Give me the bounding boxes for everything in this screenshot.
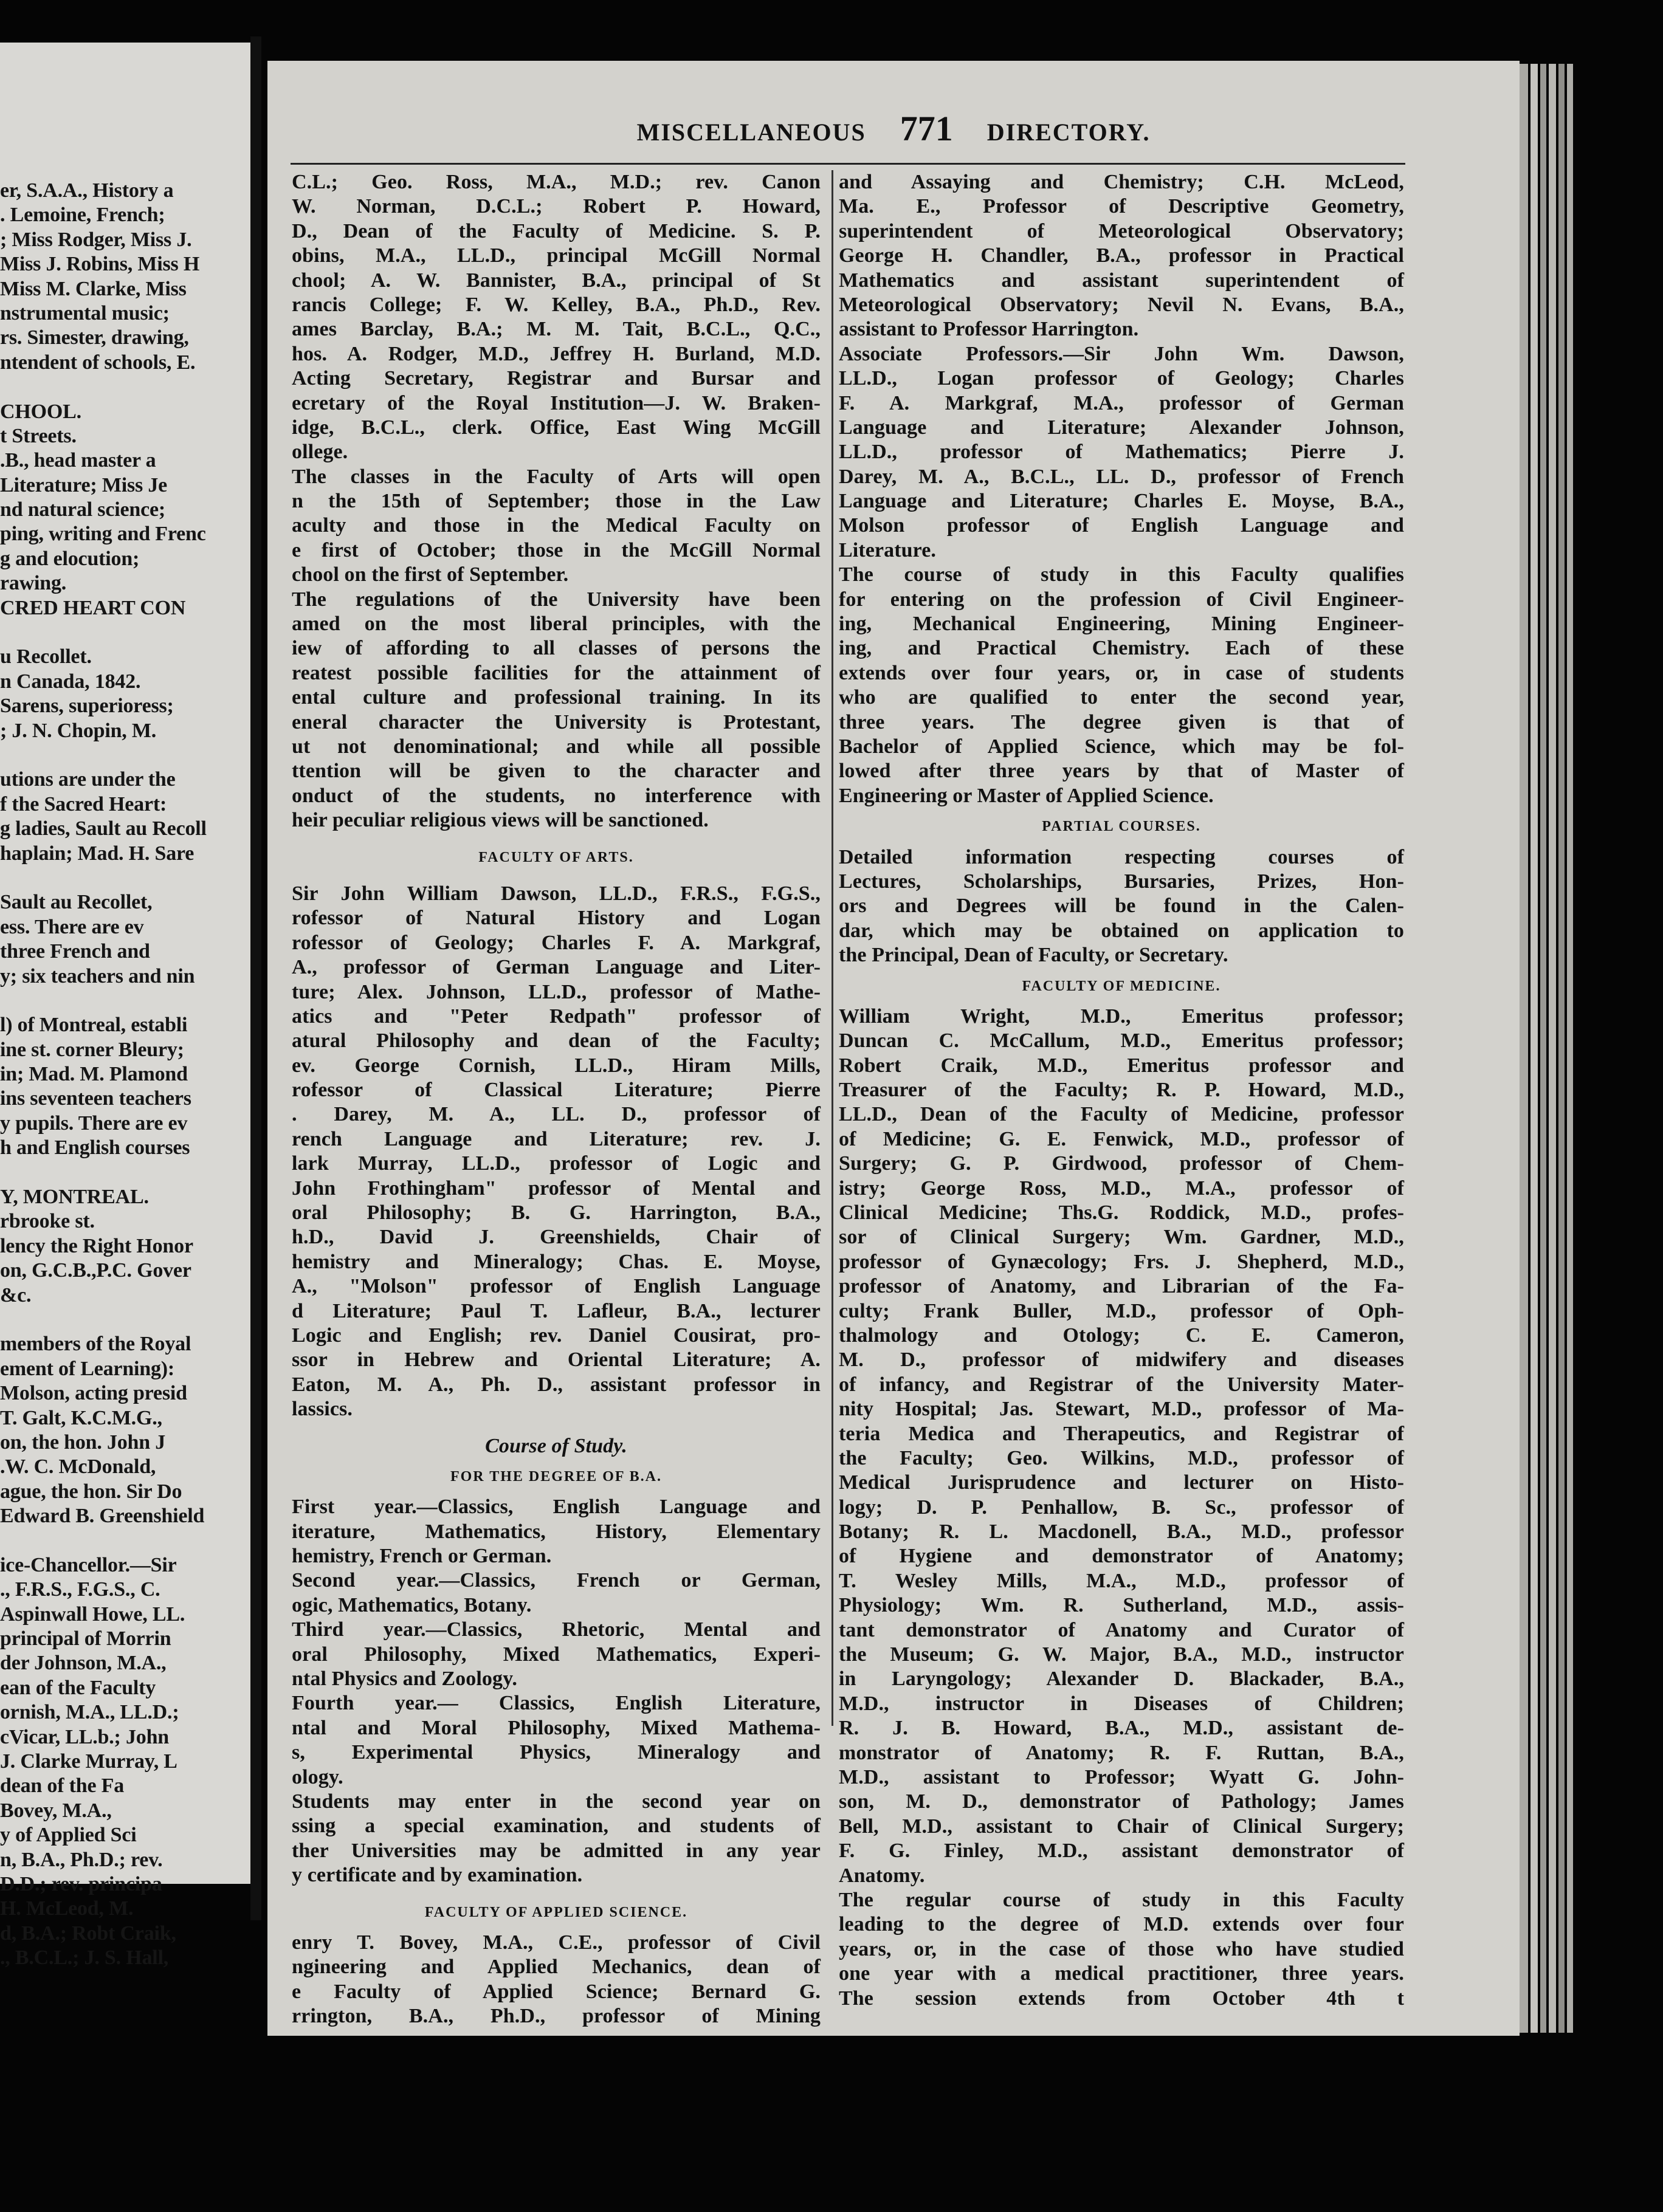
text-line: lark Murray, LL.D., professor of Logic and [292,1152,821,1175]
facing-page-line: y of Applied Sci [0,1824,137,1847]
running-header [267,108,1520,149]
text-line: Meteorological Observatory; Nevil N. Evans, B.A., [839,293,1404,316]
section-heading: PARTIAL COURSES. [1042,819,1201,835]
facing-page-line: . Lemoine, French; [0,204,165,227]
text-line: Bell, M.D., assistant to Chair of Clinical Surgery; [839,1815,1404,1838]
text-line: ing, and Practical Chemistry. Each of these [839,637,1404,660]
facing-page-line: Aspinwall Howe, LL. [0,1602,185,1626]
text-line: ther Universities may be admitted in any year [292,1839,821,1862]
text-line: nity Hospital; Jas. Stewart, M.D., professor of Ma- [839,1398,1404,1421]
text-line: of infancy, and Registrar of the University Mater- [839,1373,1404,1396]
text-line: Anatomy. [839,1864,925,1887]
header-right-word: DIRECTORY. [986,118,1151,146]
text-line: professor of Anatomy, and Librarian of the Fa- [839,1275,1404,1298]
text-line: W. Norman, D.C.L.; Robert P. Howard, [292,195,821,218]
section-heading: FACULTY OF ARTS. [478,849,634,865]
text-line: LL.D., Logan professor of Geology; Charles [839,367,1404,390]
text-line: sor of Clinical Surgery; Wm. Gardner, M.D., [839,1226,1404,1249]
facing-page-line: u Recollet. [0,645,92,668]
text-line: in Laryngology; Alexander D. Blackader, B.A., [839,1668,1404,1691]
text-line: ames Barclay, B.A.; M. M. Tait, B.C.L., Q.C., [292,318,821,341]
facing-page-line: ins seventeen teachers [0,1087,191,1110]
text-line: professor of Gynæcology; Frs. J. Shepherd, M.D., [839,1250,1404,1273]
text-line: Eaton, M. A., Ph. D., assistant professor in [292,1373,821,1396]
subsection-heading: Course of Study. [485,1434,627,1457]
page-edge [1530,64,1538,2033]
text-line: teria Medica and Therapeutics, and Registrar of [839,1422,1404,1445]
text-line: Acting Secretary, Registrar and Bursar and [292,367,821,390]
spacer [292,833,821,845]
page-edge [1549,64,1556,2033]
facing-page-line: Sault au Recollet, [0,891,153,914]
spacer [292,1458,821,1465]
facing-page-line: J. Clarke Murray, L [0,1750,177,1773]
facing-page-line: utions are under the [0,768,176,791]
facing-page-line: g ladies, Sault au Recoll [0,817,207,840]
facing-page-line: n Canada, 1842. [0,670,141,693]
page-edge [1520,64,1528,2033]
facing-page-line: T. Galt, K.C.M.G., [0,1406,162,1429]
text-line: Duncan C. McCallum, M.D., Emeritus professor; [839,1029,1404,1053]
text-line: ngineering and Applied Mechanics, dean of [292,1956,821,1979]
text-line: onduct of the students, no interference with [292,784,821,807]
facing-page-line [0,866,267,890]
text-line: Medical Jurisprudence and lecturer on Histo- [839,1471,1404,1494]
text-line: hos. A. Rodger, M.D., Jeffrey H. Burland, M.D. [292,342,821,365]
text-line: rench Language and Literature; rev. J. [292,1127,821,1150]
facing-page-line: rs. Simester, drawing, [0,326,189,349]
facing-page-line: f the Sacred Heart: [0,792,167,816]
text-line: logy; D. P. Penhallow, B. Sc., professor of [839,1496,1404,1519]
text-line: George H. Chandler, B.A., professor in Practical [839,244,1404,267]
spacer [839,998,1404,1005]
text-line: Physiology; Wm. R. Sutherland, M.D., assis- [839,1594,1404,1617]
book-gutter [250,36,261,1920]
text-line: The regular course of study in this Faculty [839,1888,1404,1911]
text-line: superintendent of Meteorological Observatory; [839,219,1404,242]
facing-page-line: nstrumental music; [0,301,170,325]
text-line: ology. [292,1765,343,1788]
facing-page-line [0,989,267,1013]
text-line: R. J. B. Howard, B.A., M.D., assistant de- [839,1717,1404,1740]
text-line: rrington, B.A., Ph.D., professor of Mining [292,2005,821,2028]
text-line: ing, Mechanical Engineering, Mining Engineer- [839,613,1404,636]
text-line: F. G. Finley, M.D., assistant demonstrator of [839,1839,1404,1863]
text-line: Robert Craik, M.D., Emeritus professor and [839,1054,1404,1077]
facing-page-line [0,1161,267,1185]
facing-page-line: der Johnson, M.A., [0,1652,167,1675]
facing-page-line [0,1308,267,1332]
text-line: T. Wesley Mills, M.A., M.D., professor of [839,1569,1404,1592]
text-line: ev. George Cornish, LL.D., Hiram Mills, [292,1054,821,1077]
text-line: assistant to Professor Harrington. [839,318,1139,341]
facing-page-line: .B., head master a [0,449,156,472]
facing-page-line: ague, the hon. Sir Do [0,1480,182,1503]
text-line: rancis College; F. W. Kelley, B.A., Ph.D., Rev. [292,293,821,316]
facing-page-line: Miss M. Clarke, Miss [0,277,187,300]
text-line: Language and Literature; Charles E. Moyse, B.A., [839,490,1404,513]
text-line: iterature, Mathematics, History, Elementary [292,1520,821,1543]
text-line: son, M. D., demonstrator of Pathology; James [839,1790,1404,1813]
text-line: reatest possible facilities for the attainment of [292,661,821,684]
text-line: ental culture and professional training. In its [292,686,821,709]
text-line: d Literature; Paul T. Lafleur, B.A., lecturer [292,1299,821,1322]
facing-page-line: haplain; Mad. H. Sare [0,842,195,865]
page-number: 771 [900,109,953,148]
page-edge [1540,64,1546,2033]
facing-page-line: ., B.C.L.; J. S. Hall, [0,1946,169,1970]
text-line: John Frothingham" professor of Mental and [292,1176,821,1200]
text-line: monstrator of Anatomy; R. F. Ruttan, B.A., [839,1741,1404,1764]
text-line: oral Philosophy; B. G. Harrington, B.A., [292,1201,821,1224]
text-line: rofessor of Geology; Charles F. A. Markgraf, [292,931,821,954]
text-line: years, or, in the case of those who have studied [839,1937,1404,1960]
facing-page-line: y pupils. There are ev [0,1111,188,1135]
text-line: three years. The degree given is that of [839,710,1404,733]
text-line: Sir John William Dawson, LL.D., F.R.S., F.G.S., [292,882,821,905]
section-heading: FACULTY OF APPLIED SCIENCE. [424,1904,688,1920]
page-edge [1558,64,1565,2033]
facing-page-line: n, B.A., Ph.D.; rev. [0,1848,163,1871]
facing-page-line: three French and [0,940,150,963]
facing-page-line: CRED HEART CON [0,596,186,619]
facing-page-line: on, G.C.B.,P.C. Gover [0,1259,191,1282]
text-line: Logic and English; rev. Daniel Cousirat, pro- [292,1324,821,1347]
facing-page-line: Bovey, M.A., [0,1799,112,1822]
text-line: The session extends from October 4th t [839,1987,1404,2010]
text-line: LL.D., Dean of the Faculty of Medicine, professor [839,1103,1404,1126]
facing-page-line: ornish, M.A., LL.D.; [0,1701,179,1724]
text-line: Mathematics and assistant superintendent of [839,269,1404,292]
text-line: the Museum; G. W. Major, B.A., M.D., instructor [839,1643,1404,1666]
text-line: M.D., instructor in Diseases of Children; [839,1692,1404,1715]
facing-page-line: ; J. N. Chopin, M. [0,719,157,742]
facing-page-line: ean of the Faculty [0,1676,156,1699]
facing-page-line: Molson, acting presid [0,1382,187,1405]
text-line: Detailed information respecting courses of [839,845,1404,868]
facing-page-line: ntendent of schools, E. [0,351,196,374]
facing-page-line: g and elocution; [0,547,140,570]
spacer [292,1422,821,1434]
facing-page-line: ess. There are ev [0,915,144,938]
text-line: atural Philosophy and dean of the Faculty; [292,1029,821,1053]
text-line: dar, which may be obtained on application to [839,919,1404,942]
column-divider [831,170,833,1726]
facing-page-line: Y, MONTREAL. [0,1186,149,1209]
facing-page-line: on, the hon. John J [0,1431,166,1454]
facing-page-line [0,743,267,768]
facing-page-line: d, B.A.; Robt Craik, [0,1922,176,1945]
text-line: eneral character the University is Protestant, [292,710,821,733]
facing-page-line: ement of Learning): [0,1357,175,1380]
spacer [839,968,1404,974]
text-line: Darey, M. A., B.C.L., LL. D., professor of French [839,465,1404,488]
text-line: chool; A. W. Bannister, B.A., principal of St [292,269,821,292]
facing-page-line: in; Mad. M. Plamond [0,1063,188,1086]
text-line: of Medicine; G. E. Fenwick, M.D., professor of [839,1127,1404,1150]
facing-page-line: principal of Morrin [0,1627,171,1650]
facing-page-line: l) of Montreal, establi [0,1014,188,1037]
text-line: Ma. E., Professor of Descriptive Geometry, [839,195,1404,218]
section-heading: FACULTY OF MEDICINE. [1022,978,1221,994]
facing-page-line: lency the Right Honor [0,1234,193,1257]
text-line: The classes in the Faculty of Arts will open [292,465,821,488]
text-line: Associate Professors.—Sir John Wm. Dawson, [839,342,1404,365]
text-line: n the 15th of September; those in the Law [292,490,821,513]
text-line: lassics. [292,1398,353,1421]
facing-page-line: &c. [0,1283,32,1307]
text-line: The course of study in this Faculty qualifies [839,563,1404,586]
text-line: F. A. Markgraf, M.A., professor of German [839,391,1404,414]
text-line: tant demonstrator of Anatomy and Curator of [839,1618,1404,1641]
text-line: rofessor of Classical Literature; Pierre [292,1079,821,1102]
text-line: chool on the first of September. [292,563,569,586]
text-line: and Assaying and Chemistry; C.H. McLeod, [839,171,1404,193]
text-line: who are qualified to enter the second year, [839,686,1404,709]
facing-page-line: ping, writing and Frenc [0,523,206,546]
facing-page-line: er, S.A.A., History a [0,179,174,202]
facing-page-line: ice-Chancellor.—Sir [0,1553,177,1576]
text-line: C.L.; Geo. Ross, M.A., M.D.; rev. Canon [292,171,821,193]
text-line: Bachelor of Applied Science, which may be fol- [839,735,1404,758]
facing-page-line: Miss J. Robins, Miss H [0,253,200,276]
text-line: y certificate and by examination. [292,1864,583,1887]
text-line: iew of affording to all classes of persons the [292,637,821,660]
text-line: heir peculiar religious views will be sanctioned. [292,809,709,832]
facing-page-line [0,375,267,399]
right-column [839,170,1404,2011]
text-line: Engineering or Master of Applied Science. [839,784,1214,807]
text-line: e first of October; those in the McGill Normal [292,538,821,562]
text-line: one year with a medical practitioner, three years. [839,1962,1404,1985]
text-line: M. D., professor of midwifery and diseases [839,1348,1404,1372]
text-line: ttention will be given to the character and [292,760,821,783]
text-line: LL.D., professor of Mathematics; Pierre J. [839,441,1404,464]
text-line: M.D., assistant to Professor; Wyatt G. John- [839,1766,1404,1788]
header-left-word: MISCELLANEOUS [636,118,866,146]
spacer [292,1925,821,1931]
text-line: hemistry and Mineralogy; Chas. E. Moyse, [292,1250,821,1273]
text-line: aculty and those in the Medical Faculty on [292,514,821,537]
facing-page-line: members of the Royal [0,1333,191,1356]
facing-page-line: ine st. corner Bleury; [0,1038,184,1061]
text-line: for entering on the profession of Civil Engineer- [839,588,1404,611]
text-line: enry T. Bovey, M.A., C.E., professor of Civil [292,1931,821,1954]
facing-page-line: y; six teachers and nin [0,964,195,987]
text-line: the Faculty; Geo. Wilkins, M.D., professor of [839,1446,1404,1469]
facing-page-line: Edward B. Greenshield [0,1505,205,1528]
facing-page-line: ; Miss Rodger, Miss J. [0,228,192,251]
text-line: Clinical Medicine; Ths.G. Roddick, M.D., profes- [839,1201,1404,1224]
text-line: rofessor of Natural History and Logan [292,907,821,930]
facing-page-text [0,179,267,1971]
header-rule [291,163,1405,165]
text-line: ollege. [292,441,348,464]
text-line: First year.—Classics, English Language and [292,1496,821,1519]
facing-page-line: t Streets. [0,424,77,447]
page-edge [1567,64,1573,2033]
facing-page-line: dean of the Fa [0,1774,125,1798]
text-line: amed on the most liberal principles, with the [292,613,821,636]
text-line: Treasurer of the Faculty; R. P. Howard, M.D., [839,1079,1404,1102]
text-line: atics and "Peter Redpath" professor of [292,1005,821,1028]
text-line: idge, B.C.L., clerk. Office, East Wing McGill [292,416,821,439]
text-line: istry; George Ross, M.D., M.A., professor of [839,1176,1404,1200]
text-line: h.D., David J. Greenshields, Chair of [292,1226,821,1249]
text-line: . Darey, M. A., LL. D., professor of [292,1103,821,1126]
text-line: ors and Degrees will be found in the Calen- [839,895,1404,918]
facing-page-line: H. McLeod, M. [0,1897,134,1920]
left-column [292,170,821,2029]
text-line: oral Philosophy, Mixed Mathematics, Experi- [292,1643,821,1666]
text-line: extends over four years, or, in case of students [839,661,1404,684]
text-line: Surgery; G. P. Girdwood, professor of Chem- [839,1152,1404,1175]
text-line: ntal Physics and Zoology. [292,1668,517,1691]
text-line: ut not denominational; and while all possible [292,735,821,758]
spacer [292,870,821,882]
text-line: obins, M.A., LL.D., principal McGill Normal [292,244,821,267]
text-line: s, Experimental Physics, Mineralogy and [292,1741,821,1764]
text-line: of Hygiene and demonstrator of Anatomy; [839,1545,1404,1568]
facing-page-line: nd natural science; [0,498,165,521]
text-line: A., professor of German Language and Liter- [292,956,821,979]
text-line: ssor in Hebrew and Oriental Literature; A. [292,1348,821,1372]
facing-page-line: .W. C. McDonald, [0,1455,156,1479]
facing-page-line: cVicar, LL.b.; John [0,1725,169,1748]
facing-page-line: rawing. [0,572,67,595]
facing-page-line: h and English courses [0,1136,190,1159]
text-line: The regulations of the University have been [292,588,821,611]
text-line: ogic, Mathematics, Botany. [292,1593,532,1616]
facing-page-line [0,620,267,645]
facing-page-line: Sarens, superioress; [0,695,174,718]
text-line: Lectures, Scholarships, Bursaries, Prizes, Hon- [839,870,1404,893]
facing-page-line: Literature; Miss Je [0,473,168,496]
text-line: Language and Literature; Alexander Johnson, [839,416,1404,439]
spacer [839,839,1404,845]
text-line: ssing a special examination, and students of [292,1815,821,1838]
text-line: ntal and Moral Philosophy, Mixed Mathema- [292,1716,821,1739]
spacer [292,1489,821,1495]
facing-page [0,43,250,1970]
text-line: William Wright, M.D., Emeritus professor; [839,1005,1404,1028]
facing-page-line: ., F.R.S., F.G.S., C. [0,1578,160,1601]
section-heading: FOR THE DEGREE OF B.A. [450,1468,663,1485]
facing-page-line: CHOOL. [0,400,81,423]
text-line: ecretary of the Royal Institution—J. W. Braken- [292,391,821,414]
text-line: hemistry, French or German. [292,1545,552,1568]
facing-page-line [0,1528,267,1553]
spacer [292,1888,821,1900]
text-line: A., "Molson" professor of English Language [292,1275,821,1298]
text-line: Botany; R. L. Macdonell, B.A., M.D., professor [839,1520,1404,1544]
text-line: leading to the degree of M.D. extends over four [839,1913,1404,1936]
text-line: thalmology and Otology; C. E. Cameron, [839,1324,1404,1347]
text-line: e Faculty of Applied Science; Bernard G. [292,1980,821,2003]
text-line: Third year.—Classics, Rhetoric, Mental and [292,1618,821,1641]
text-line: D., Dean of the Faculty of Medicine. S. P. [292,219,821,242]
text-line: Molson professor of English Language and [839,514,1404,537]
text-line: lowed after three years by that of Master of [839,760,1404,783]
text-line: Literature. [839,538,937,562]
text-line: culty; Frank Buller, M.D., professor of Oph- [839,1299,1404,1322]
spacer [839,808,1404,814]
text-line: Second year.—Classics, French or German, [292,1569,821,1592]
text-line: ture; Alex. Johnson, LL.D., professor of Mathe- [292,980,821,1003]
facing-page-line: rbrooke st. [0,1210,95,1233]
text-line: Students may enter in the second year on [292,1790,821,1813]
text-line: the Principal, Dean of Faculty, or Secretary. [839,944,1228,967]
text-line: Fourth year.— Classics, English Literature, [292,1692,821,1715]
facing-page-line: D.D.; rev. principa [0,1872,162,1895]
